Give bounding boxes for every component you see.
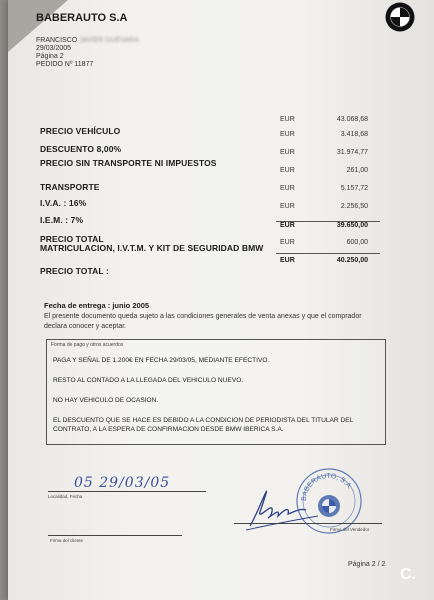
price-row-amount: 261,00 xyxy=(346,167,368,174)
document-page xyxy=(8,0,434,600)
price-row-amount: 31.974,77 xyxy=(336,149,368,156)
price-row-label: I.V.A. : 16% xyxy=(40,198,87,208)
client-name: FRANCISCO JAVIER GUEVARA xyxy=(36,37,139,44)
price-row-currency: EUR xyxy=(280,257,295,264)
price-row-currency: EUR xyxy=(280,167,295,174)
page-number: Página 2 / 2 xyxy=(348,561,386,568)
payment-line: RESTO AL CONTADO A LA LLEGADA DEL VEHICULO NUEVO. xyxy=(53,377,244,384)
payment-terms-box xyxy=(46,339,386,445)
handwritten-date: 05 29/03/05 xyxy=(74,475,171,491)
price-row-label: PRECIO VEHÍCULO xyxy=(40,126,121,136)
price-row-currency: EUR xyxy=(280,116,295,123)
client-signature-caption: Firma del cliente xyxy=(50,538,84,543)
client-signature-line xyxy=(48,535,182,536)
document-date: 29/03/2005 xyxy=(36,45,72,52)
price-row-label: PRECIO TOTAL xyxy=(40,234,104,244)
seller-signature-caption: Firma del Vendedor xyxy=(330,527,370,532)
payment-line: EL DESCUENTO QUE SE HACE ES DEBIDO A LA CONDICION DE PERIODISTA DEL TITULAR DEL CONTRATO, A LA ESPERA DE CONFIRMACION DESDE BMW IBERICA S.A. xyxy=(53,417,354,433)
company-stamp xyxy=(294,466,364,536)
price-row-amount: 39.650,00 xyxy=(336,222,368,229)
company-name: BABERAUTO S.A xyxy=(36,12,128,24)
stamp-text: BABERAUTO, S.A. xyxy=(300,472,354,502)
price-row-label: I.E.M. : 7% xyxy=(40,215,84,225)
price-row-amount: 40.250,00 xyxy=(336,257,368,264)
price-row-label: PRECIO TOTAL : xyxy=(40,266,109,276)
delivery-date: Fecha de entrega : junio 2005 xyxy=(44,301,150,310)
price-row-amount: 43.068,68 xyxy=(336,116,368,123)
conditions-text: El presente documento queda sujeto a las condiciones generales de venta anexas y que el comprador declara conocer y aceptar. xyxy=(44,313,362,330)
payment-terms-title: Forma de pago y otros acuerdos xyxy=(51,342,124,348)
price-row-currency: EUR xyxy=(280,239,295,246)
price-row-amount: 3.418,68 xyxy=(340,131,368,138)
watermark: C. xyxy=(400,566,416,583)
bmw-logo-icon xyxy=(385,2,415,32)
price-row-currency: EUR xyxy=(280,185,295,192)
price-row-amount: 2.256,50 xyxy=(340,203,368,210)
price-row-currency: EUR xyxy=(280,149,295,156)
page-label: Página 2 xyxy=(36,53,64,60)
subtotal-rule xyxy=(276,221,380,222)
price-row-currency: EUR xyxy=(280,222,295,229)
total-rule xyxy=(276,253,380,254)
price-row-amount: 5.157,72 xyxy=(340,185,368,192)
place-date-line xyxy=(48,491,206,492)
price-row-label: DESCUENTO 8,00% xyxy=(40,144,122,154)
price-row-label: MATRICULACION, I.V.T.M. Y KIT DE SEGURIDAD BMW xyxy=(40,243,264,253)
payment-line: NO HAY VEHICULO DE OCASION. xyxy=(53,397,159,404)
payment-line: PAGA Y SEÑAL DE 1.200€ EN FECHA 29/03/05, MEDIANTE EFECTIVO. xyxy=(53,357,270,364)
seller-signature-line xyxy=(234,523,382,524)
price-row-amount: 600,00 xyxy=(346,239,368,246)
price-row-label: PRECIO SIN TRANSPORTE NI IMPUESTOS xyxy=(40,158,217,168)
price-row-label: TRANSPORTE xyxy=(40,182,100,192)
order-number: PEDIDO Nº 11877 xyxy=(36,61,94,68)
price-row-currency: EUR xyxy=(280,131,295,138)
price-row-currency: EUR xyxy=(280,203,295,210)
place-date-caption: Localidad, Fecha xyxy=(48,494,83,499)
